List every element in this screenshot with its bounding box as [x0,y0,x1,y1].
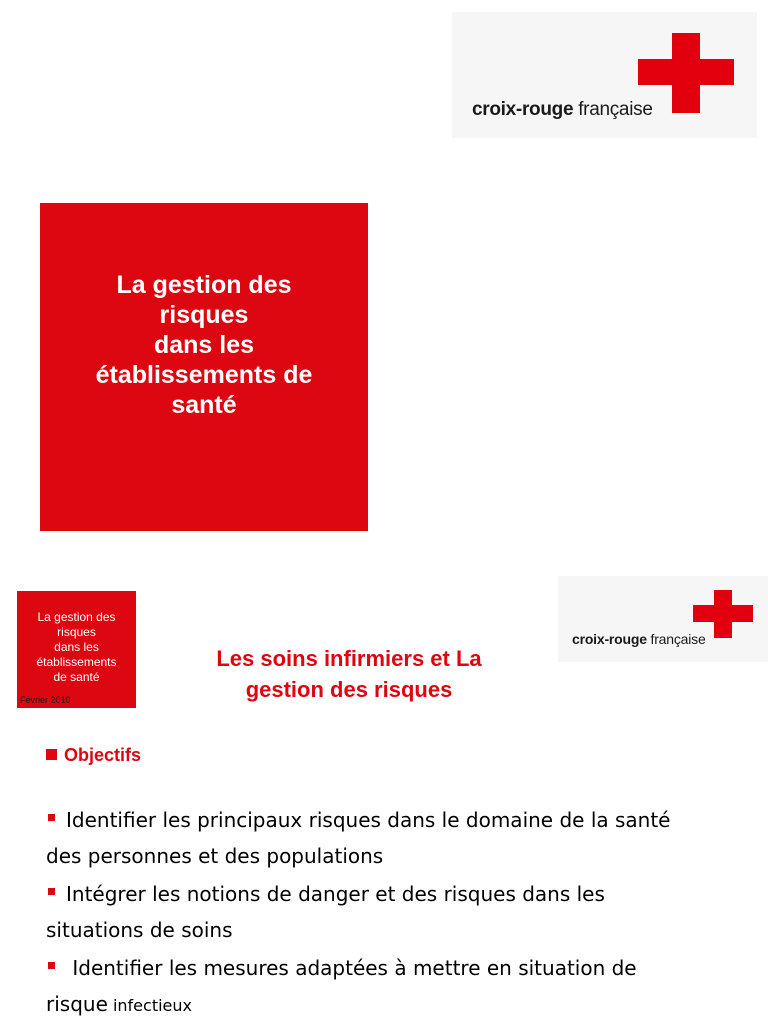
section-heading [46,743,141,767]
thumbnail-line: La gestion des [37,610,116,624]
thumbnail-line: de santé [53,670,100,684]
title-line: établissements de [95,361,313,389]
objective-text: des personnes et des populations [46,844,384,868]
title-text [40,270,368,420]
logo-wordmark: croix-rouge française [572,631,706,647]
objective-text: risque [46,992,108,1016]
objective-item [46,802,746,874]
title-line: La gestion des [116,271,292,299]
croix-rouge-logo-small [558,576,768,662]
objective-item [46,876,746,948]
heading-line: gestion des risques [245,677,453,702]
objective-item [46,950,746,1024]
thumbnail-line: établissements [36,655,117,669]
slide-thumbnail-box [17,591,136,708]
title-line: santé [171,391,237,419]
square-bullet-icon [46,749,57,760]
objective-text-small: infectieux [107,996,192,1015]
thumbnail-line: dans les [54,640,99,654]
square-bullet-icon [48,814,55,821]
title-line: dans les [153,331,255,359]
title-slide-box [40,203,368,531]
objective-text: Intégrer les notions de danger et des risques dans les [66,882,605,906]
logo-wordmark: croix-rouge française [472,99,653,120]
title-line: risques [159,301,249,329]
croix-rouge-logo [452,12,757,138]
heading-line: Les soins infirmiers et La [216,646,482,671]
thumbnail-date: Février 2010 [20,695,71,705]
objective-text: situations de soins [46,918,233,942]
slide-heading [168,643,530,705]
objective-text: Identifier les principaux risques dans le domaine de la santé [66,808,671,832]
thumbnail-title [17,610,136,685]
objective-text: Identifier les mesures adaptées à mettre en situation de [66,956,637,980]
thumbnail-line: risques [57,625,96,639]
square-bullet-icon [48,962,55,969]
square-bullet-icon [48,888,55,895]
section-heading-label: Objectifs [64,745,142,765]
